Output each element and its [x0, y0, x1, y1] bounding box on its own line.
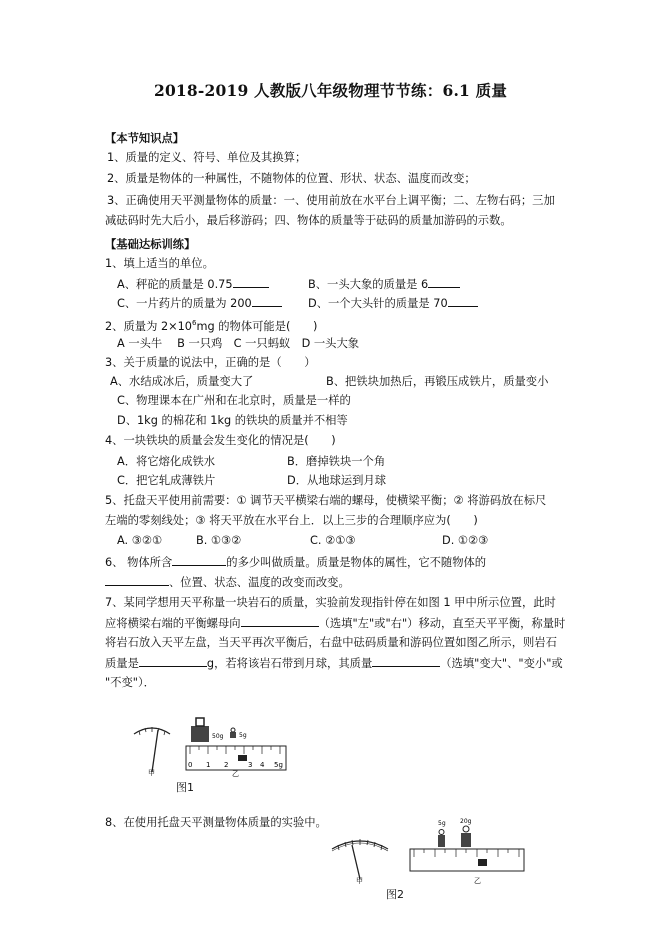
q7-line-2 [105, 615, 565, 631]
q1-option-d [308, 295, 478, 311]
fig1-yi-label: 乙 [232, 770, 239, 778]
q6-line2-text: 、位置、状态、温度的改变而改变。 [169, 576, 350, 589]
answer-blank[interactable] [241, 615, 319, 627]
scale-label-2: 2 [224, 761, 229, 769]
q6-post: 的多少叫做质量。质量是物体的属性，它不随物体的 [226, 556, 487, 569]
q2-pre: 2、质量为 2×10 [105, 319, 192, 333]
knowledge-point-3b: 减砝码时先大后小，最后移游码；四、物体的质量等于砝码的质量加游码的示数。 [105, 214, 512, 227]
q6-line-1 [105, 554, 486, 570]
q2-stem [105, 316, 317, 334]
dial-pointer [352, 845, 360, 879]
knowledge-point-3a: 3、正确使用天平测量物体的质量：一、使用前放在水平台上调平衡；二、左物右码；三加 [107, 194, 555, 207]
q2-options: A 一头牛 B 一只鸡 C 一只蚂蚁 D 一头大象 [117, 337, 360, 350]
page-title: 2018-2019 人教版八年级物理节节练：6.1 质量 [153, 81, 508, 100]
q4-option-b: B．磨掉铁块一个角 [287, 455, 386, 468]
dial-ticks [139, 727, 165, 735]
q6-pre: 6、 物体所含 [105, 556, 173, 569]
q2-post: mg 的物体可能是( ) [196, 319, 318, 333]
q6-line-2 [105, 574, 350, 590]
q4-option-c: C．把它轧成薄铁片 [117, 474, 216, 487]
figure-2 [328, 815, 528, 885]
dial-ticks [338, 839, 382, 850]
answer-blank[interactable] [252, 295, 282, 307]
q7-line-1: 7、某同学想用天平称量一块岩石的质量，实验前发现指针停在如图 1 甲中所示位置，此时 [105, 596, 556, 609]
q1d-text: D、一个大头针的质量是 70 [308, 297, 448, 310]
weight-20g-icon [461, 833, 471, 847]
q1-option-b [308, 276, 460, 292]
q3-option-c: C、物理课本在广州和在北京时，质量是一样的 [117, 394, 351, 407]
weight-5g-handle [231, 728, 235, 732]
fig2-jia-label: 甲 [356, 877, 363, 885]
q5-stem-a: 5、托盘天平使用前需要：① 调节天平横梁右端的螺母，使横梁平衡；② 将游码放在标尺 [105, 494, 547, 507]
scale-label-0: 0 [188, 761, 193, 769]
answer-blank[interactable] [448, 295, 478, 307]
rider-slider [238, 755, 247, 761]
figure-2-caption: 图2 [386, 888, 404, 901]
q7d-mid: g，若将该岩石带到月球，其质量 [206, 657, 373, 670]
q1-option-c [117, 295, 282, 311]
knowledge-heading: 【本节知识点】 [105, 132, 185, 145]
weight-5g-icon [438, 835, 445, 847]
scale-label-3: 3 [248, 761, 253, 769]
weight-50g-icon [191, 726, 209, 742]
q4-stem: 4、一块铁块的质量会发生变化的情况是( ) [105, 434, 336, 447]
weight-20g-handle [463, 826, 469, 832]
q7-line-3: 将岩石放入天平左盘，当天平再次平衡后，右盘中砝码质量和游码位置如图乙所示，则岩石 [105, 636, 557, 649]
q1-stem: 1、填上适当的单位。 [105, 257, 214, 270]
q4-option-d: D．从地球运到月球 [287, 474, 387, 487]
q3-stem: 3、关于质量的说法中，正确的是（ ） [105, 356, 316, 369]
knowledge-point-1: 1、质量的定义、符号、单位及其换算； [107, 151, 307, 164]
knowledge-point-2: 2、质量是物体的一种属性，不随物体的位置、形状、状态、温度而改变； [107, 172, 476, 185]
fig1-weight-50g-label: 50g [212, 733, 224, 740]
q2-exponent: 6 [192, 319, 197, 327]
fig2-weight-5g-label: 5g [438, 820, 446, 827]
scale-label-4: 4 [260, 761, 265, 769]
weight-5g-handle [439, 830, 444, 835]
fig2-yi-label: 乙 [474, 877, 481, 885]
q5-option-d: D. ①②③ [442, 534, 489, 547]
weight-50g-handle [196, 718, 204, 726]
q1-option-a [117, 276, 269, 292]
fig1-weight-5g-label: 5g [239, 732, 247, 739]
answer-blank[interactable] [172, 554, 226, 566]
answer-blank[interactable] [139, 655, 207, 667]
q1a-text: A、秤砣的质量是 0.75 [117, 278, 233, 291]
weight-5g-icon [230, 732, 236, 738]
scale-ticks [190, 746, 280, 754]
q8-stem: 8、在使用托盘天平测量物体质量的实验中。 [105, 816, 327, 829]
answer-blank[interactable] [105, 574, 169, 586]
q4-option-a: A．将它熔化成铁水 [117, 455, 216, 468]
q7b-pre: 应将横梁右端的平衡螺母向 [105, 617, 241, 630]
q5-option-b: B. ①③② [196, 534, 242, 547]
dial-pointer [152, 730, 158, 772]
answer-blank[interactable] [372, 655, 440, 667]
q7b-post: （选填"左"或"右"）移动，直至天平平衡，称量时 [318, 617, 566, 630]
q7d-post: （选填"变大"、"变小"或 [440, 657, 563, 670]
answer-blank[interactable] [233, 276, 269, 288]
q1c-text: C、一片药片的质量为 200 [117, 297, 252, 310]
scale-label-1: 1 [206, 761, 211, 769]
q7-line-5: "不变"）． [105, 676, 155, 689]
fig1-jia-label: 甲 [148, 769, 155, 777]
q7d-pre: 质量是 [105, 657, 139, 670]
q3-option-a: A、水结成冰后，质量变大了 [110, 375, 254, 388]
rider-slider [478, 859, 487, 866]
q3-option-d: D、1kg 的棉花和 1kg 的铁块的质量并不相等 [117, 414, 348, 427]
fig2-weight-20g-label: 20g [460, 818, 472, 825]
q5-stem-b: 左端的零刻线处；③ 将天平放在水平台上．以上三步的合理顺序应为( ) [105, 514, 478, 527]
scale-ticks [414, 849, 519, 857]
training-heading: 【基础达标训练】 [105, 238, 196, 251]
q5-option-c: C. ②①③ [310, 534, 356, 547]
figure-1 [128, 712, 288, 778]
q7-line-4 [105, 655, 563, 671]
q1b-text: B、一头大象的质量是 6 [308, 278, 429, 291]
q3-option-b: B、把铁块加热后，再锻压成铁片，质量变小 [326, 375, 549, 388]
q5-option-a: A. ③②① [117, 534, 163, 547]
scale-label-5: 5g [274, 761, 283, 769]
rider-scale [410, 849, 524, 871]
answer-blank[interactable] [428, 276, 460, 288]
figure-1-caption: 图1 [176, 781, 194, 794]
